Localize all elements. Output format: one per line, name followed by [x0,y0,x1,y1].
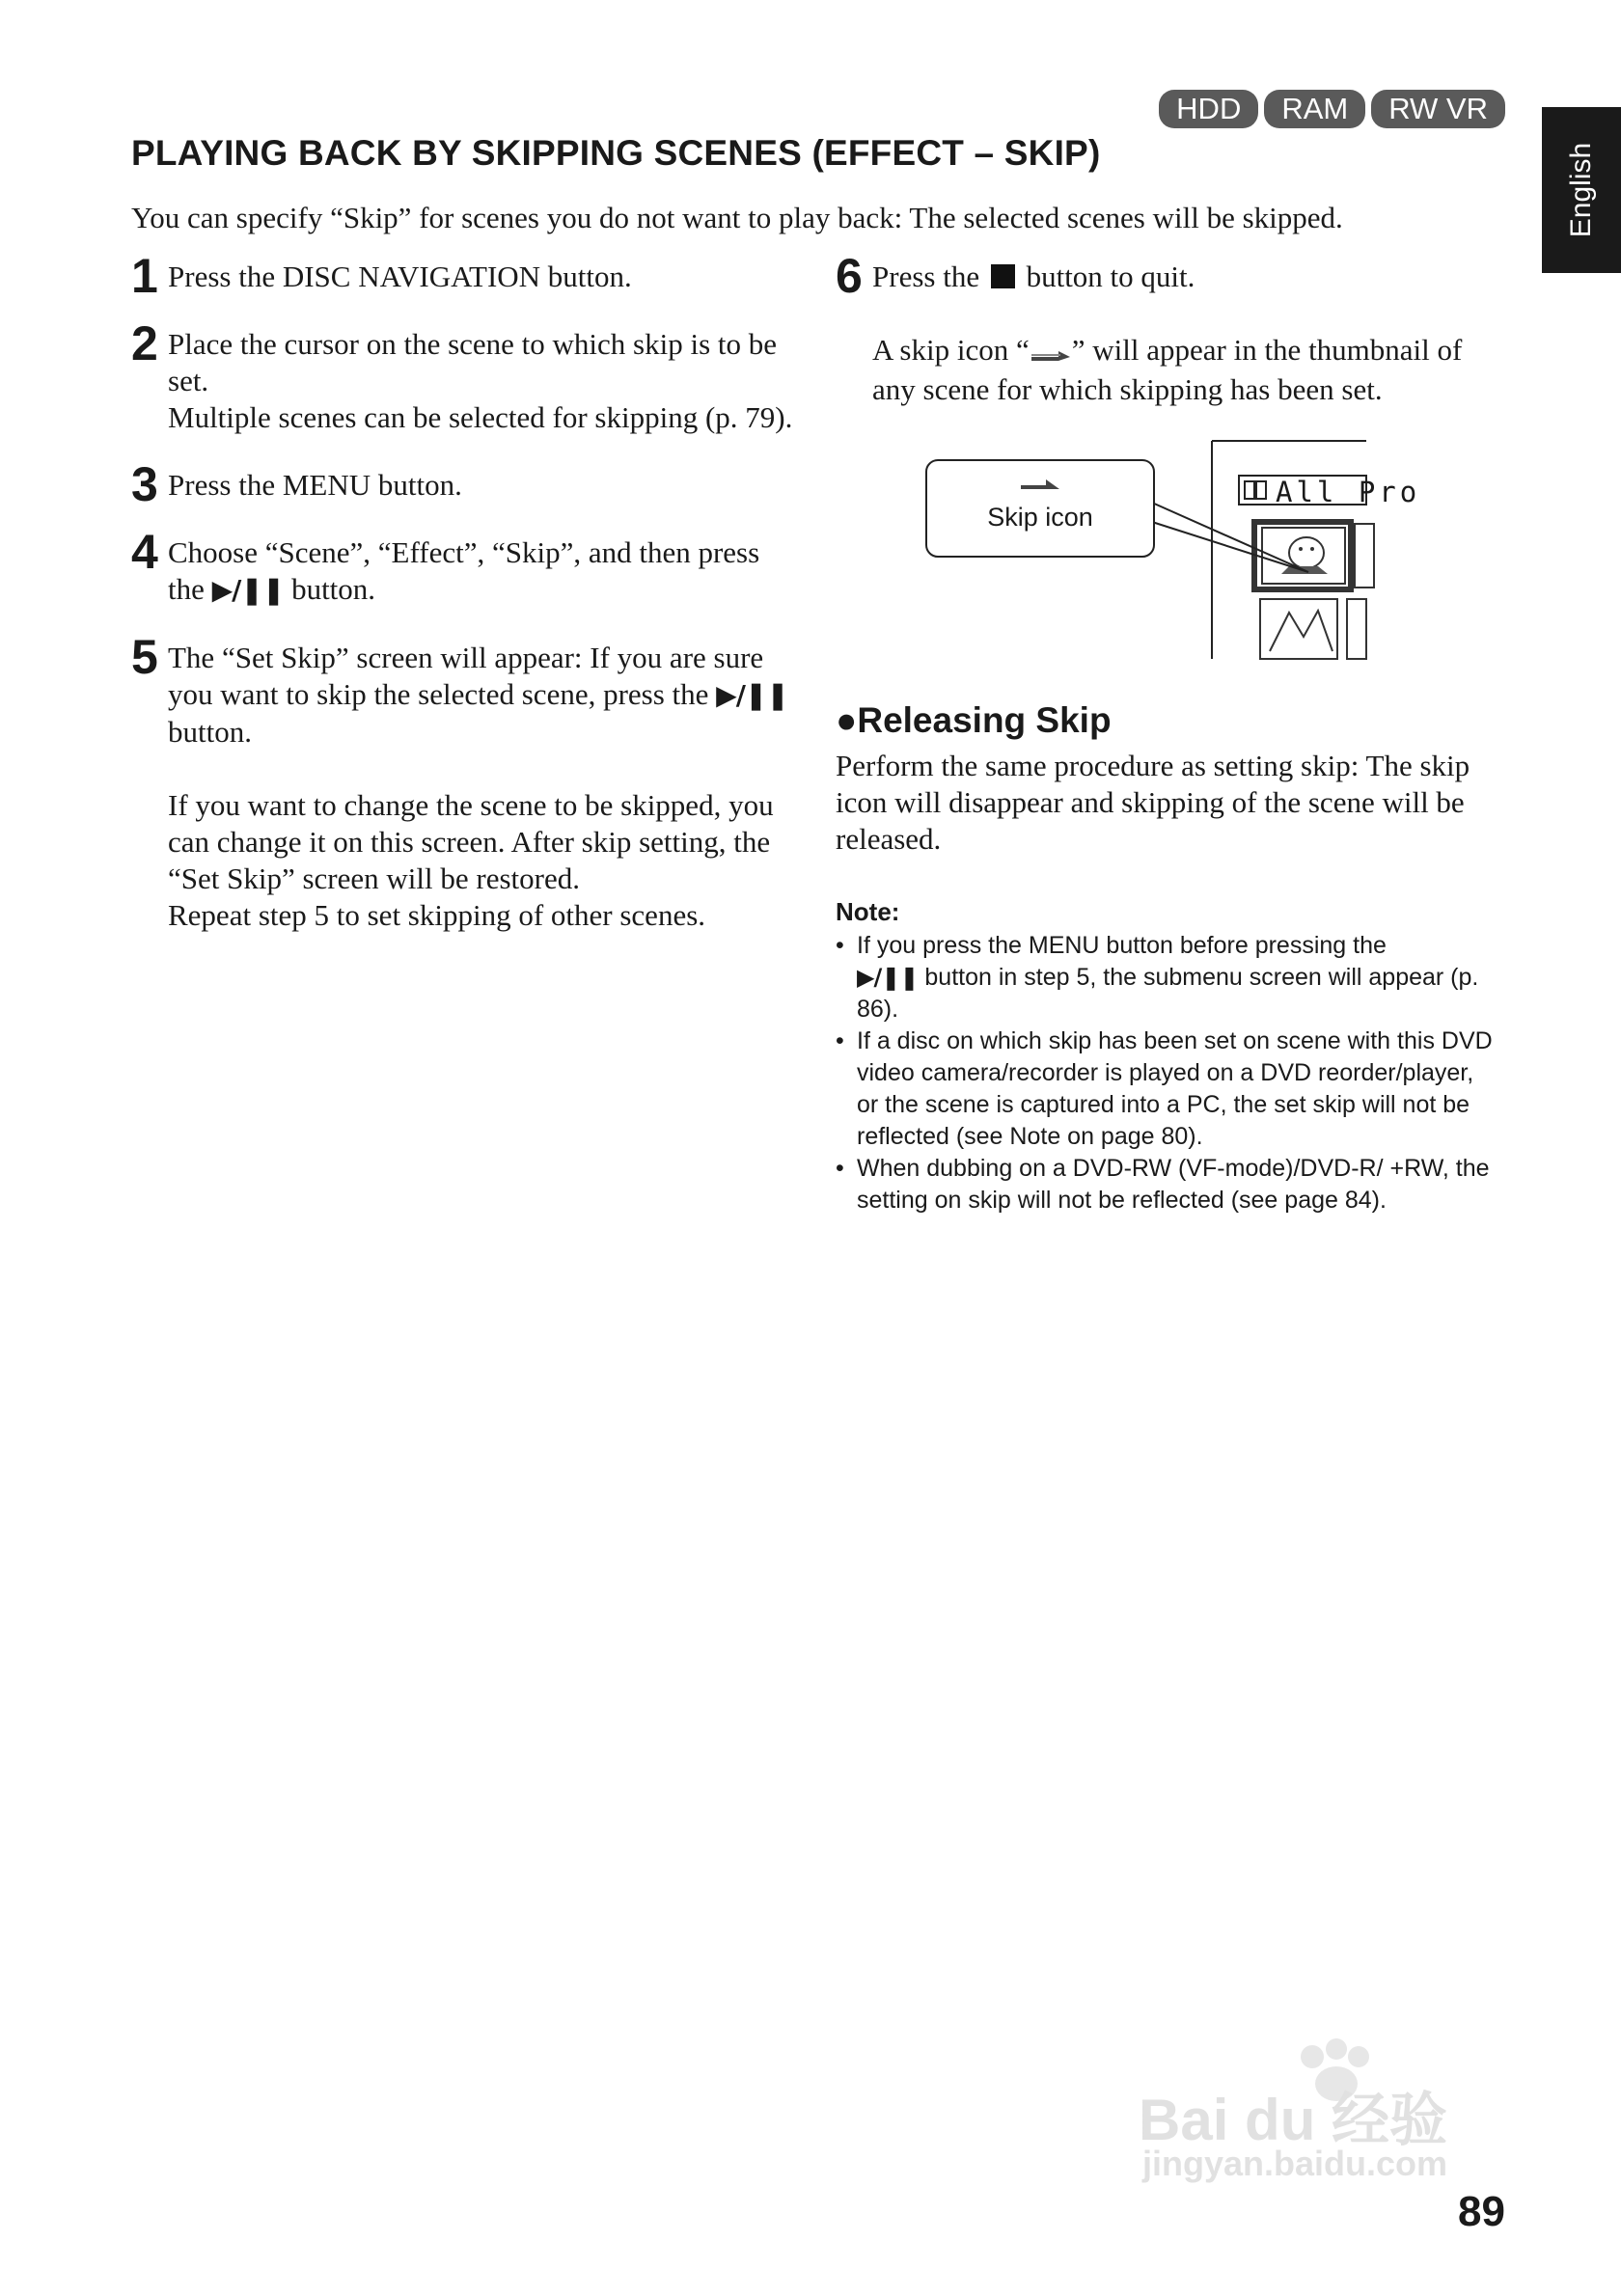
step-number: 3 [131,457,158,511]
step-4 [131,525,797,609]
language-tab-label: English [1565,142,1597,238]
language-tab [1542,107,1621,273]
play-pause-icon: ▶/❚❚ [211,574,285,606]
step-extra: Repeat step 5 to set skipping of other scenes. [168,898,706,932]
badge-ram: RAM [1264,90,1365,128]
skip-icon-figure [922,439,1463,661]
badge-hdd: HDD [1159,90,1258,128]
step-text: Press the DISC NAVIGATION button. [168,260,632,293]
intro-text: You can specify “Skip” for scenes you do not want to play back: The selected scenes will be skipped. [131,201,1343,234]
watermark-url: jingyan.baidu.com [1142,2144,1448,2183]
releasing-skip-heading: ●Releasing Skip [836,699,1112,740]
step-number: 5 [131,630,158,684]
right-column [836,249,1501,1216]
step-extra: Multiple scenes can be selected for skipping (p. 79). [168,400,793,434]
step-3 [131,457,797,511]
left-column [131,249,797,965]
step-text-part: button to quit. [1026,260,1195,293]
step-extra: If you want to change the scene to be skipped, you can change it on this screen. After skip setting, the “Set Skip” screen will be restored. [168,788,774,895]
badge-rw-vr: RW VR [1371,90,1505,128]
step-text-part: Press the [872,260,980,293]
step-5 [131,630,797,934]
baidu-watermark [1139,2036,1515,2183]
step-text [168,534,797,609]
page-title: PLAYING BACK BY SKIPPING SCENES (EFFECT – SKIP) [131,133,1101,173]
step-text-part: The “Set Skip” screen will appear: If you are sure you want to skip the selected scene, press the [168,641,764,711]
step-text [872,259,1501,295]
play-pause-icon: ▶/❚❚ [857,963,919,991]
skip-icon [1030,335,1072,371]
note-text: If you press the MENU button before pressing the [857,931,1387,959]
note-list [836,930,1501,1216]
note-label: Note: [836,896,900,926]
page-number: 89 [1458,2188,1505,2235]
step-text-part: button. [291,572,376,606]
step-6 [836,249,1501,408]
note-box [836,896,1501,1216]
step-text-part: Choose “Scene”, “Effect”, “Skip”, and then press the [168,535,760,606]
watermark-brand: Bai du 经验 [1139,2088,1448,2152]
step-2 [131,316,797,436]
media-badges [1159,90,1505,128]
step-text-part: A skip icon “ [872,333,1030,367]
step-text-part: ” will appear in the thumbnail of any scene for which skipping has been set. [872,333,1463,406]
step-extra [872,332,1501,408]
screen-title-text: All Pro [1276,475,1421,508]
step-number: 1 [131,249,158,303]
step-text-part: button. [168,715,252,749]
releasing-skip-text: Perform the same procedure as setting skip: The skip icon will disappear and skipping of the scene will be released. [836,748,1470,856]
step-number: 6 [836,249,863,303]
skip-icon-callout-label: Skip icon [987,502,1093,532]
figure-illustration [922,439,1463,661]
step-1 [131,249,797,303]
stop-icon [991,264,1015,288]
note-item: • When dubbing on a DVD-RW (VF-mode)/DVD-R/ +RW, the setting on skip will not be reflected (see page 84). [836,1153,1501,1216]
releasing-skip-section [836,699,1501,858]
note-text: button in step 5, the submenu screen will appear (p. 86). [857,963,1479,1023]
step-number: 2 [131,316,158,370]
step-text: Press the MENU button. [168,468,462,502]
step-text: Place the cursor on the scene to which skip is to be set. [168,327,778,397]
note-item [836,930,1501,1025]
step-number: 4 [131,525,158,579]
note-item: • If a disc on which skip has been set on scene with this DVD video camera/recorder is played on a DVD reorder/player, or the scene is captured into a PC, the set skip will not be reflected (see Note on page 80). [836,1025,1501,1153]
play-pause-icon: ▶/❚❚ [716,679,788,711]
step-text [168,640,797,751]
